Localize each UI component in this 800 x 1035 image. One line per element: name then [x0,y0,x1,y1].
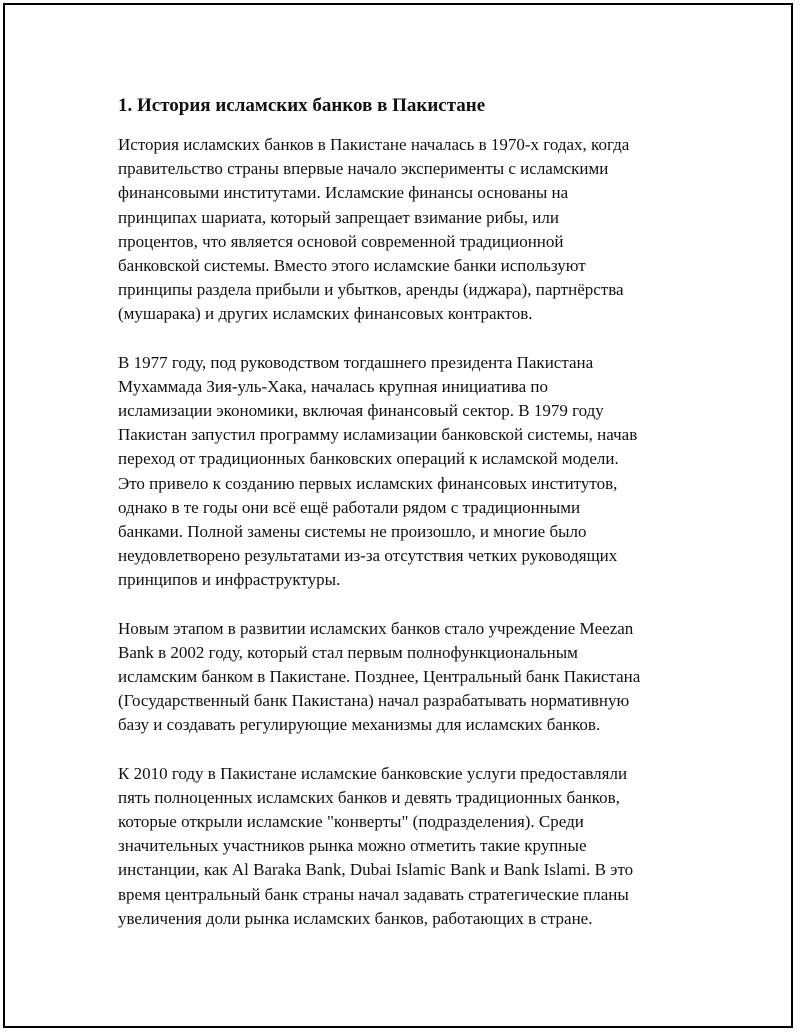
paragraph-line: переход от традиционных банковских операций к исламской модели. [118,449,619,469]
paragraph-line: которые открыли исламские "конверты" (подразделения). Среди [118,812,584,832]
paragraph-line: принципов и инфраструктуры. [118,570,341,590]
paragraph-line: увеличения доли рынка исламских банков, работающих в стране. [118,908,593,928]
paragraph-line: Пакистан запустил программу исламизации банковской системы, начав [118,425,638,445]
paragraph-line: Мухаммада Зия-уль-Хака, началась крупная инициатива по [118,376,548,396]
section-title: 1. История исламских банков в Пакистане [118,95,486,116]
paragraph-line: (мушарака) и других исламских финансовых контрактов. [118,304,533,324]
paragraph-line: финансовыми институтами. Исламские финансы основаны на [118,183,569,203]
paragraph-line: процентов, что является основой современной традиционной [118,231,564,251]
paragraph-line: (Государственный банк Пакистана) начал разрабатывать нормативную [118,691,630,711]
paragraph-line: К 2010 году в Пакистане исламские банковские услуги предоставляли [118,763,628,783]
paragraph-line: базу и создавать регулирующие механизмы для исламских банков. [118,715,601,735]
paragraph-line: банковской системы. Вместо этого исламские банки используют [118,256,586,276]
paragraph-line: История исламских банков в Пакистане началась в 1970-х годах, когда [118,135,630,154]
paragraph-market-2010 [118,762,698,931]
paragraph-line: Bank в 2002 году, который стал первым полнофункциональным [118,642,578,662]
paragraph-line: значительных участников рынка можно отметить такие крупные [118,836,587,856]
paragraph-line: правительство страны впервые начало эксперименты с исламскими [118,159,609,179]
paragraph-meezan-bank [118,617,698,738]
paragraph-line: пять полноценных исламских банков и девять традиционных банков, [118,787,620,807]
paragraph-line: инстанции, как Al Baraka Bank, Dubai Islamic Bank и Bank Islami. В это [118,860,634,880]
paragraph-line: банками. Полной замены системы не произошло, и многие было [118,522,587,542]
document-content [118,94,698,955]
paragraph-line: принципы раздела прибыли и убытков, аренды (иджара), партнёрства [118,280,624,300]
paragraph-islamization-1977 [118,351,698,593]
paragraph-line: однако в те годы они всё ещё работали рядом с традиционными [118,497,581,517]
paragraph-line: время центральный банк страны начал задавать стратегические планы [118,884,629,904]
paragraph-line: исламским банком в Пакистане. Позднее, Центральный банк Пакистана [118,667,641,687]
paragraph-line: исламизации экономики, включая финансовый сектор. В 1979 году [118,401,604,421]
paragraph-line: принципах шариата, который запрещает взимание рибы, или [118,207,559,227]
paragraph-line: Новым этапом в развитии исламских банков стало учреждение Meezan [118,618,634,638]
paragraph-line: В 1977 году, под руководством тогдашнего президента Пакистана [118,352,594,372]
paragraph-history-intro [118,133,698,327]
paragraph-line: Это привело к созданию первых исламских финансовых институтов, [118,473,618,493]
paragraph-line: неудовлетворено результатами из-за отсутствия четких руководящих [118,546,618,566]
